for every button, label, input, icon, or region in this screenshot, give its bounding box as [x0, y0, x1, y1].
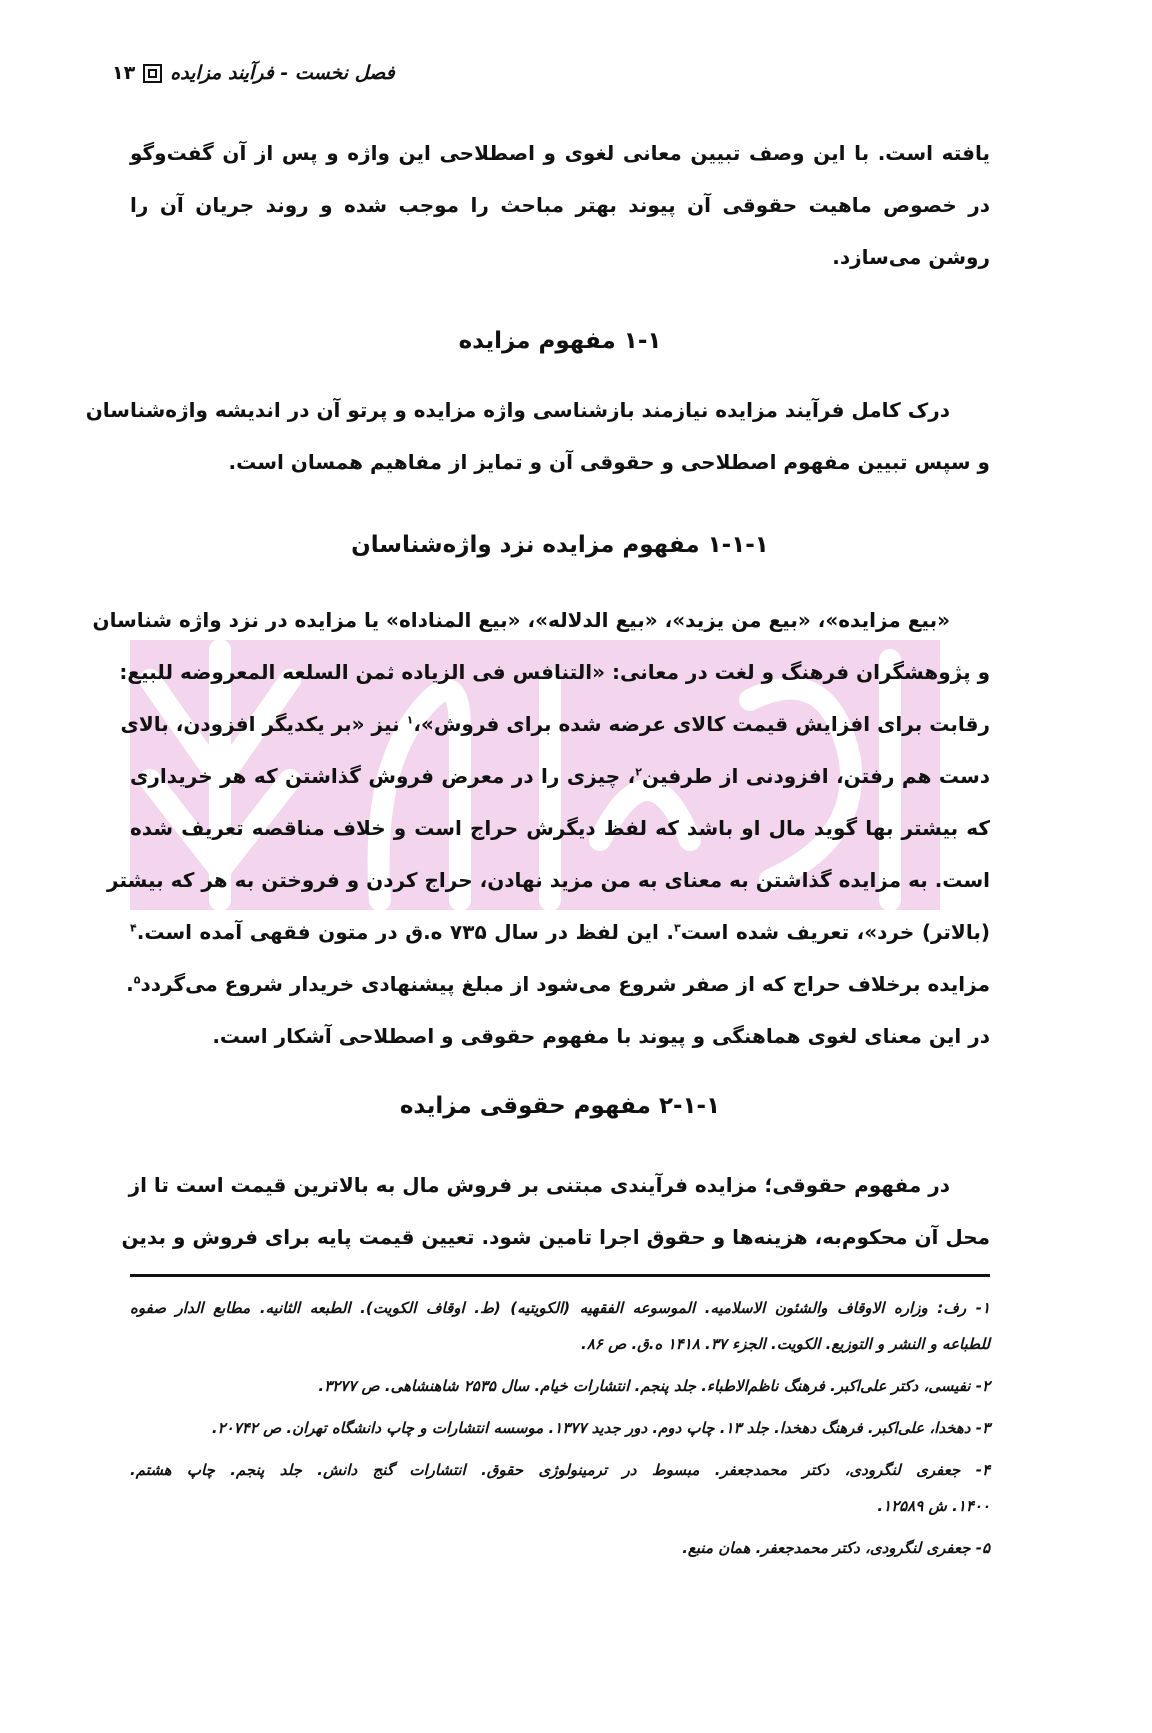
text-segment: . — [126, 972, 134, 996]
text-line — [130, 179, 990, 231]
footnote-divider — [130, 1274, 990, 1277]
ornament-square-icon — [143, 64, 162, 83]
section-heading-1-1-1: ۱-۱-۱ مفهوم مزایده نزد واژه‌شناسان — [351, 532, 769, 558]
footnote-marker[interactable]: ۲ — [635, 765, 642, 779]
footnote-line: ۲- نفیسی، دکتر علی‌اکبر. فرهنگ ناظم‌الاطباء. جلد پنجم. انتشارات خیام. سال ۲۵۳۵ شاهنشاهی. ص ۳۲۷۷. — [318, 1377, 990, 1395]
footnote-item — [130, 1530, 990, 1566]
text-line — [130, 1010, 990, 1062]
text-segment: که بیشتر بها گوید مال او باشد که لفظ دیگرش حراج است و خلاف مناقصه تعریف شده — [130, 816, 990, 840]
paragraph-section-2-1-1 — [121, 1159, 990, 1263]
footnote-marker[interactable]: ۱ — [406, 713, 414, 727]
text-line — [92, 594, 990, 646]
footnote-marker[interactable]: ۳ — [674, 921, 681, 935]
text-line — [130, 436, 990, 488]
footnote-line: للطباعه و النشر و التوزیع. الکویت. الجزء ۳۷. ۱۴۱۸ ه.ق. ص ۸۶. — [581, 1335, 990, 1353]
text-line — [130, 231, 990, 283]
footnote-line: ۴- جعفری لنگرودی، دکتر محمدجعفر. مبسوط در ترمینولوژی حقوق. انتشارات گنج دانش. جلد پنجم. چاپ هشتم. — [130, 1461, 990, 1479]
text-segment: یافته است. با این وصف تبیین معانی لغوی و اصطلاحی این واژه و پس از آن گفت‌وگو — [130, 141, 990, 165]
text-segment: مزایده برخلاف حراج که از صفر شروع می‌شود از مبلغ پیشنهادی خریدار شروع می‌گردد — [140, 972, 990, 996]
footnote-line: ۵- جعفری لنگرودی، دکتر محمدجعفر. همان منبع. — [682, 1539, 990, 1557]
paragraph-section-1-1 — [85, 384, 990, 488]
footnote-item — [130, 1452, 990, 1524]
text-segment: در این معنای لغوی هماهنگی و پیوند با مفهوم حقوقی و اصطلاحی آشکار است. — [212, 1024, 990, 1048]
text-segment: رقابت برای افزایش قیمت کالای عرضه شده برای فروش»، — [413, 712, 990, 736]
text-line — [130, 750, 990, 802]
text-segment: . این لفظ در سال ۷۳۵ ه.ق در متون فقهی آمده است. — [136, 920, 674, 944]
text-segment: (بالاتر) خرد»، تعریف شده است — [680, 920, 990, 944]
text-line — [130, 906, 990, 958]
text-segment: محل آن محکوم‌به، هزینه‌ها و حقوق اجرا تامین شود. تعیین قیمت پایه برای فروش و بدین — [121, 1225, 990, 1249]
footnote-line: ۱۴۰۰. ش ۱۲۵۸۹. — [877, 1497, 990, 1515]
text-segment: است. به مزایده گذاشتن به معنای به من مزید نهادن، حراج کردن و فروختن به هر که بیشتر — [107, 868, 990, 892]
footnote-item — [130, 1368, 990, 1404]
running-header — [112, 56, 412, 90]
footnote-marker[interactable]: ۴ — [130, 921, 137, 935]
paragraph-section-1-1-1 — [92, 594, 991, 1062]
page-number: ۱۳ — [112, 62, 136, 84]
text-line — [130, 1159, 990, 1211]
footnote-marker[interactable]: ۵ — [133, 973, 141, 987]
text-line — [107, 854, 990, 906]
text-line — [85, 384, 990, 436]
footnote-item — [130, 1290, 990, 1362]
footnote-line: ۱- رف: وزاره الاوقاف والشئون الاسلامیه. الموسوعه الفقهیه (الکویتیه) (ط. اوقاف الکویت). الطبعه الثانیه. مطابع الدار صفوه — [130, 1299, 990, 1317]
text-line — [126, 958, 990, 1010]
paragraph-intro-continued — [130, 127, 990, 283]
text-line — [130, 802, 990, 854]
text-segment: درک کامل فرآیند مزایده نیازمند بازشناسی واژه مزایده و پرتو آن در اندیشه واژه‌شناسان — [85, 398, 950, 422]
text-line — [130, 127, 990, 179]
text-segment: روشن می‌سازد. — [832, 245, 990, 269]
footnotes — [130, 1290, 990, 1572]
chapter-title: فصل نخست - فرآیند مزایده — [170, 62, 395, 84]
text-segment: و پژوهشگران فرهنگ و لغت در معانی: «التنافس فی الزیاده ثمن السلعه المعروضه للبیع: — [119, 660, 990, 684]
text-line — [121, 1211, 990, 1263]
text-segment: در خصوص ماهیت حقوقی آن پیوند بهتر مباحث را موجب شده و روند جریان آن را — [130, 193, 990, 217]
text-line — [120, 698, 990, 750]
text-segment: در مفهوم حقوقی؛ مزایده فرآیندی مبتنی بر فروش مال به بالاترین قیمت است تا از — [128, 1173, 950, 1197]
footnote-line: ۳- دهخدا، علی‌اکبر. فرهنگ دهخدا. جلد ۱۳. چاپ دوم. دور جدید ۱۳۷۷. موسسه انتشارات و چاپ دانشگاه تهران. ص ۲۰۷۴۲. — [211, 1419, 990, 1437]
text-line — [119, 646, 990, 698]
footnote-item — [130, 1410, 990, 1446]
section-heading-1-1: ۱-۱ مفهوم مزایده — [458, 328, 662, 354]
text-segment: «بیع مزایده»، «بیع من یزید»، «بیع الدلاله»، «بیع المناداه» یا مزایده در نزد واژه شناسان — [92, 608, 950, 632]
text-segment: دست هم رفتن، افزودنی از طرفین — [642, 764, 991, 788]
section-heading-2-1-1: ۲-۱-۱ مفهوم حقوقی مزایده — [399, 1093, 721, 1119]
text-segment: ، چیزی را در معرض فروش گذاشتن که هر خریداری — [130, 764, 636, 788]
text-segment: و سپس تبیین مفهوم اصطلاحی و حقوقی آن و تمایز از مفاهیم همسان است. — [228, 450, 990, 474]
text-segment: نیز «بر یکدیگر افزودن، بالای — [120, 712, 407, 736]
